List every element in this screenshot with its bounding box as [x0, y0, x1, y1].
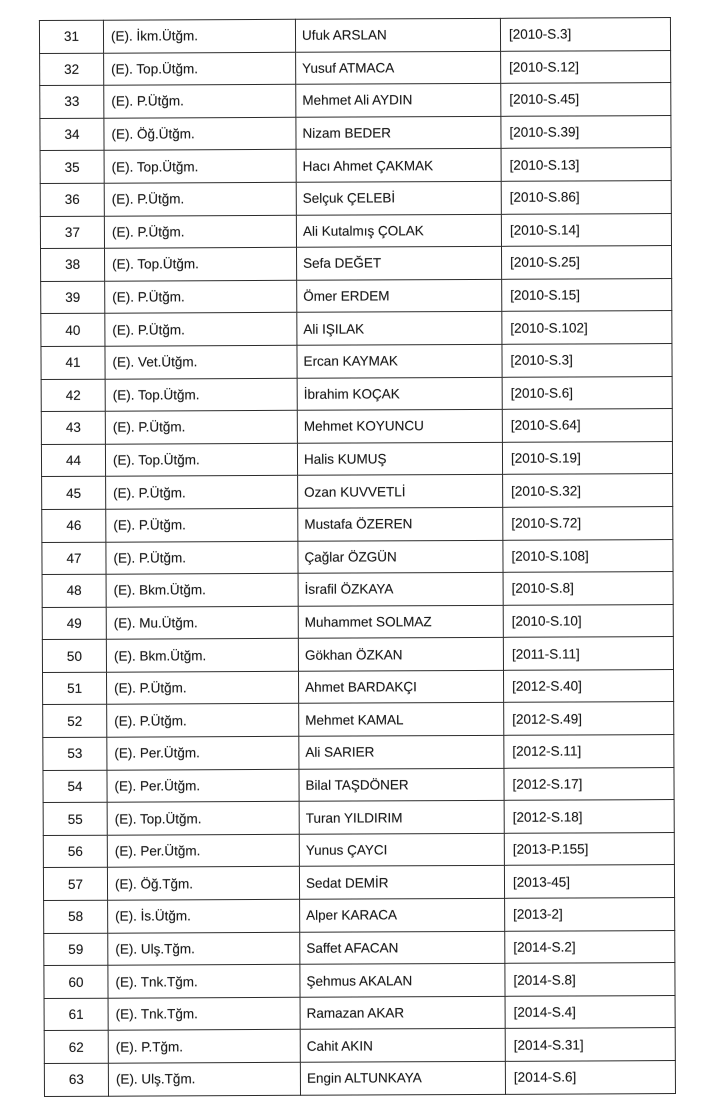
cell-name: Yunus ÇAYCI	[299, 833, 504, 867]
cell-name: Ali Kutalmış ÇOLAK	[296, 214, 501, 248]
table-row	[39, 18, 670, 54]
table-row	[40, 83, 671, 119]
cell-name: Selçuk ÇELEBİ	[296, 181, 501, 215]
cell-name: Ömer ERDEM	[297, 279, 502, 313]
cell-rank: (E). Öğ.Tğm.	[107, 867, 299, 900]
cell-no: 52	[43, 705, 107, 738]
cell-no: 35	[40, 151, 104, 184]
table-row	[43, 800, 674, 836]
cell-code: [2010-S.3]	[502, 343, 672, 376]
cell-name: Ali IŞILAK	[297, 312, 502, 346]
roster-table-wrapper	[39, 17, 675, 1097]
cell-no: 32	[40, 53, 104, 86]
cell-name: Turan YILDIRIM	[299, 801, 504, 835]
table-row	[42, 604, 673, 640]
table-row	[43, 767, 674, 803]
cell-name: Sedat DEMİR	[299, 866, 504, 900]
cell-rank: (E). P.Tğm.	[108, 1030, 300, 1063]
cell-no: 58	[44, 900, 108, 933]
cell-rank: (E). Mu.Ütğm.	[106, 606, 298, 639]
table-row	[41, 246, 672, 282]
cell-no: 43	[41, 411, 105, 444]
table-row	[42, 539, 673, 575]
cell-no: 54	[43, 770, 107, 803]
cell-name: Mehmet KOYUNCU	[297, 409, 502, 443]
cell-no: 50	[42, 639, 106, 672]
cell-code: [2010-S.32]	[503, 474, 673, 507]
cell-code: [2010-S.6]	[502, 376, 672, 409]
cell-name: İbrahim KOÇAK	[297, 377, 502, 411]
personnel-roster-table	[39, 17, 676, 1097]
cell-no: 36	[40, 183, 104, 216]
table-row	[41, 409, 672, 445]
table-row	[40, 148, 671, 184]
cell-rank: (E). Per.Ütğm.	[107, 769, 299, 802]
table-row	[44, 995, 675, 1031]
table-row	[43, 735, 674, 771]
cell-rank: (E). P.Ütğm.	[106, 476, 298, 509]
cell-name: Bilal TAŞDÖNER	[299, 768, 504, 802]
cell-name: Mustafa ÖZEREN	[298, 507, 503, 541]
table-row	[43, 865, 674, 901]
cell-no: 53	[43, 737, 107, 770]
cell-no: 46	[42, 509, 106, 542]
table-row	[40, 181, 671, 217]
cell-no: 39	[41, 281, 105, 314]
table-row	[41, 441, 672, 477]
cell-no: 47	[42, 542, 106, 575]
cell-code: [2010-S.72]	[503, 506, 673, 539]
table-row	[43, 702, 674, 738]
cell-code: [2012-S.40]	[503, 669, 673, 702]
cell-code: [2014-S.8]	[505, 963, 675, 996]
cell-code: [2010-S.64]	[502, 409, 672, 442]
cell-name: Mehmet Ali AYDIN	[296, 84, 501, 118]
cell-code: [2013-2]	[505, 898, 675, 931]
cell-no: 59	[44, 933, 108, 966]
cell-code: [2010-S.86]	[501, 181, 671, 214]
cell-code: [2014-S.2]	[505, 930, 675, 963]
cell-rank: (E). P.Ütğm.	[104, 84, 296, 117]
cell-code: [2010-S.8]	[503, 572, 673, 605]
cell-no: 44	[41, 444, 105, 477]
table-row	[42, 474, 673, 510]
cell-name: Mehmet KAMAL	[299, 703, 504, 737]
roster-table-body	[39, 18, 675, 1097]
cell-no: 45	[42, 477, 106, 510]
table-row	[42, 637, 673, 673]
cell-code: [2010-S.10]	[503, 604, 673, 637]
cell-rank: (E). P.Ütğm.	[105, 313, 297, 346]
cell-rank: (E). Bkm.Ütğm.	[106, 573, 298, 606]
cell-no: 34	[40, 118, 104, 151]
table-row	[40, 50, 671, 86]
table-row	[44, 1028, 675, 1064]
cell-name: Saffet AFACAN	[300, 931, 505, 965]
table-row	[41, 343, 672, 379]
cell-name: Alper KARACA	[300, 898, 505, 932]
cell-rank: (E). P.Ütğm.	[105, 410, 297, 443]
cell-code: [2010-S.102]	[502, 311, 672, 344]
cell-code: [2010-S.3]	[500, 18, 670, 51]
cell-rank: (E). Bkm.Ütğm.	[106, 639, 298, 672]
cell-no: 37	[40, 216, 104, 249]
cell-rank: (E). İkm.Ütğm.	[103, 19, 295, 52]
cell-code: [2012-S.11]	[504, 735, 674, 768]
cell-rank: (E). Top.Ütğm.	[105, 443, 297, 476]
cell-rank: (E). P.Ütğm.	[106, 508, 298, 541]
cell-rank: (E). Vet.Ütğm.	[105, 345, 297, 378]
cell-rank: (E). Öğ.Ütğm.	[104, 117, 296, 150]
table-row	[41, 311, 672, 347]
table-row	[41, 278, 672, 314]
cell-code: [2010-S.19]	[502, 441, 672, 474]
cell-rank: (E). P.Ütğm.	[107, 671, 299, 704]
cell-name: Yusuf ATMACA	[296, 51, 501, 85]
table-row	[41, 376, 672, 412]
cell-no: 31	[39, 20, 103, 53]
cell-code: [2012-S.17]	[504, 767, 674, 800]
cell-name: Gökhan ÖZKAN	[298, 638, 503, 672]
cell-rank: (E). Top.Ütğm.	[104, 52, 296, 85]
cell-name: Ercan KAYMAK	[297, 344, 502, 378]
cell-no: 48	[42, 574, 106, 607]
cell-name: Sefa DEĞET	[297, 246, 502, 280]
cell-code: [2010-S.45]	[501, 83, 671, 116]
cell-rank: (E). İs.Ütğm.	[108, 899, 300, 932]
cell-no: 62	[44, 1031, 108, 1064]
cell-code: [2010-S.15]	[502, 278, 672, 311]
cell-name: Engin ALTUNKAYA	[300, 1061, 505, 1095]
cell-no: 57	[43, 868, 107, 901]
cell-no: 38	[41, 248, 105, 281]
cell-rank: (E). Ulş.Tğm.	[108, 932, 300, 965]
cell-rank: (E). P.Ütğm.	[104, 182, 296, 215]
cell-rank: (E). Ulş.Tğm.	[108, 1062, 300, 1095]
cell-name: Şehmus AKALAN	[300, 964, 505, 998]
cell-no: 56	[43, 835, 107, 868]
table-row	[42, 506, 673, 542]
cell-rank: (E). P.Ütğm.	[107, 704, 299, 737]
table-row	[42, 572, 673, 608]
cell-name: Çağlar ÖZGÜN	[298, 540, 503, 574]
cell-rank: (E). P.Ütğm.	[106, 541, 298, 574]
cell-code: [2014-S.31]	[505, 1028, 675, 1061]
cell-rank: (E). Top.Ütğm.	[105, 378, 297, 411]
cell-no: 55	[43, 802, 107, 835]
cell-code: [2010-S.108]	[503, 539, 673, 572]
cell-no: 60	[44, 965, 108, 998]
cell-name: Cahit AKIN	[300, 1029, 505, 1063]
table-row	[40, 115, 671, 151]
table-row	[44, 963, 675, 999]
table-row	[44, 930, 675, 966]
cell-rank: (E). P.Ütğm.	[105, 280, 297, 313]
cell-name: İsrafil ÖZKAYA	[298, 572, 503, 606]
cell-no: 63	[44, 1063, 108, 1096]
cell-rank: (E). Top.Ütğm.	[105, 247, 297, 280]
table-row	[44, 898, 675, 934]
table-row	[43, 832, 674, 868]
cell-code: [2010-S.14]	[501, 213, 671, 246]
cell-name: Nizam BEDER	[296, 116, 501, 150]
cell-code: [2010-S.39]	[501, 115, 671, 148]
table-row	[40, 213, 671, 249]
cell-name: Ozan KUVVETLİ	[298, 475, 503, 509]
cell-code: [2014-S.4]	[505, 995, 675, 1028]
cell-code: [2011-S.11]	[503, 637, 673, 670]
cell-name: Halis KUMUŞ	[297, 442, 502, 476]
cell-no: 40	[41, 314, 105, 347]
cell-code: [2012-S.18]	[504, 800, 674, 833]
cell-no: 41	[41, 346, 105, 379]
cell-rank: (E). Tnk.Tğm.	[108, 965, 300, 998]
table-row	[44, 1061, 675, 1097]
cell-rank: (E). Per.Ütğm.	[107, 834, 299, 867]
cell-no: 61	[44, 998, 108, 1031]
cell-code: [2012-S.49]	[504, 702, 674, 735]
cell-name: Ufuk ARSLAN	[295, 18, 500, 52]
cell-no: 42	[41, 379, 105, 412]
cell-name: Muhammet SOLMAZ	[298, 605, 503, 639]
cell-rank: (E). Top.Ütğm.	[104, 150, 296, 183]
cell-code: [2010-S.13]	[501, 148, 671, 181]
cell-no: 49	[42, 607, 106, 640]
cell-code: [2013-45]	[504, 865, 674, 898]
cell-code: [2010-S.25]	[501, 246, 671, 279]
cell-code: [2010-S.12]	[501, 50, 671, 83]
cell-name: Ali SARIER	[299, 735, 504, 769]
cell-name: Hacı Ahmet ÇAKMAK	[296, 149, 501, 183]
cell-code: [2014-S.6]	[505, 1061, 675, 1094]
cell-rank: (E). Per.Ütğm.	[107, 736, 299, 769]
cell-rank: (E). P.Ütğm.	[104, 215, 296, 248]
cell-rank: (E). Tnk.Tğm.	[108, 997, 300, 1030]
cell-no: 33	[40, 85, 104, 118]
table-row	[43, 669, 674, 705]
cell-code: [2013-P.155]	[504, 832, 674, 865]
cell-name: Ramazan AKAR	[300, 996, 505, 1030]
cell-no: 51	[43, 672, 107, 705]
cell-name: Ahmet BARDAKÇI	[298, 670, 503, 704]
cell-rank: (E). Top.Ütğm.	[107, 802, 299, 835]
